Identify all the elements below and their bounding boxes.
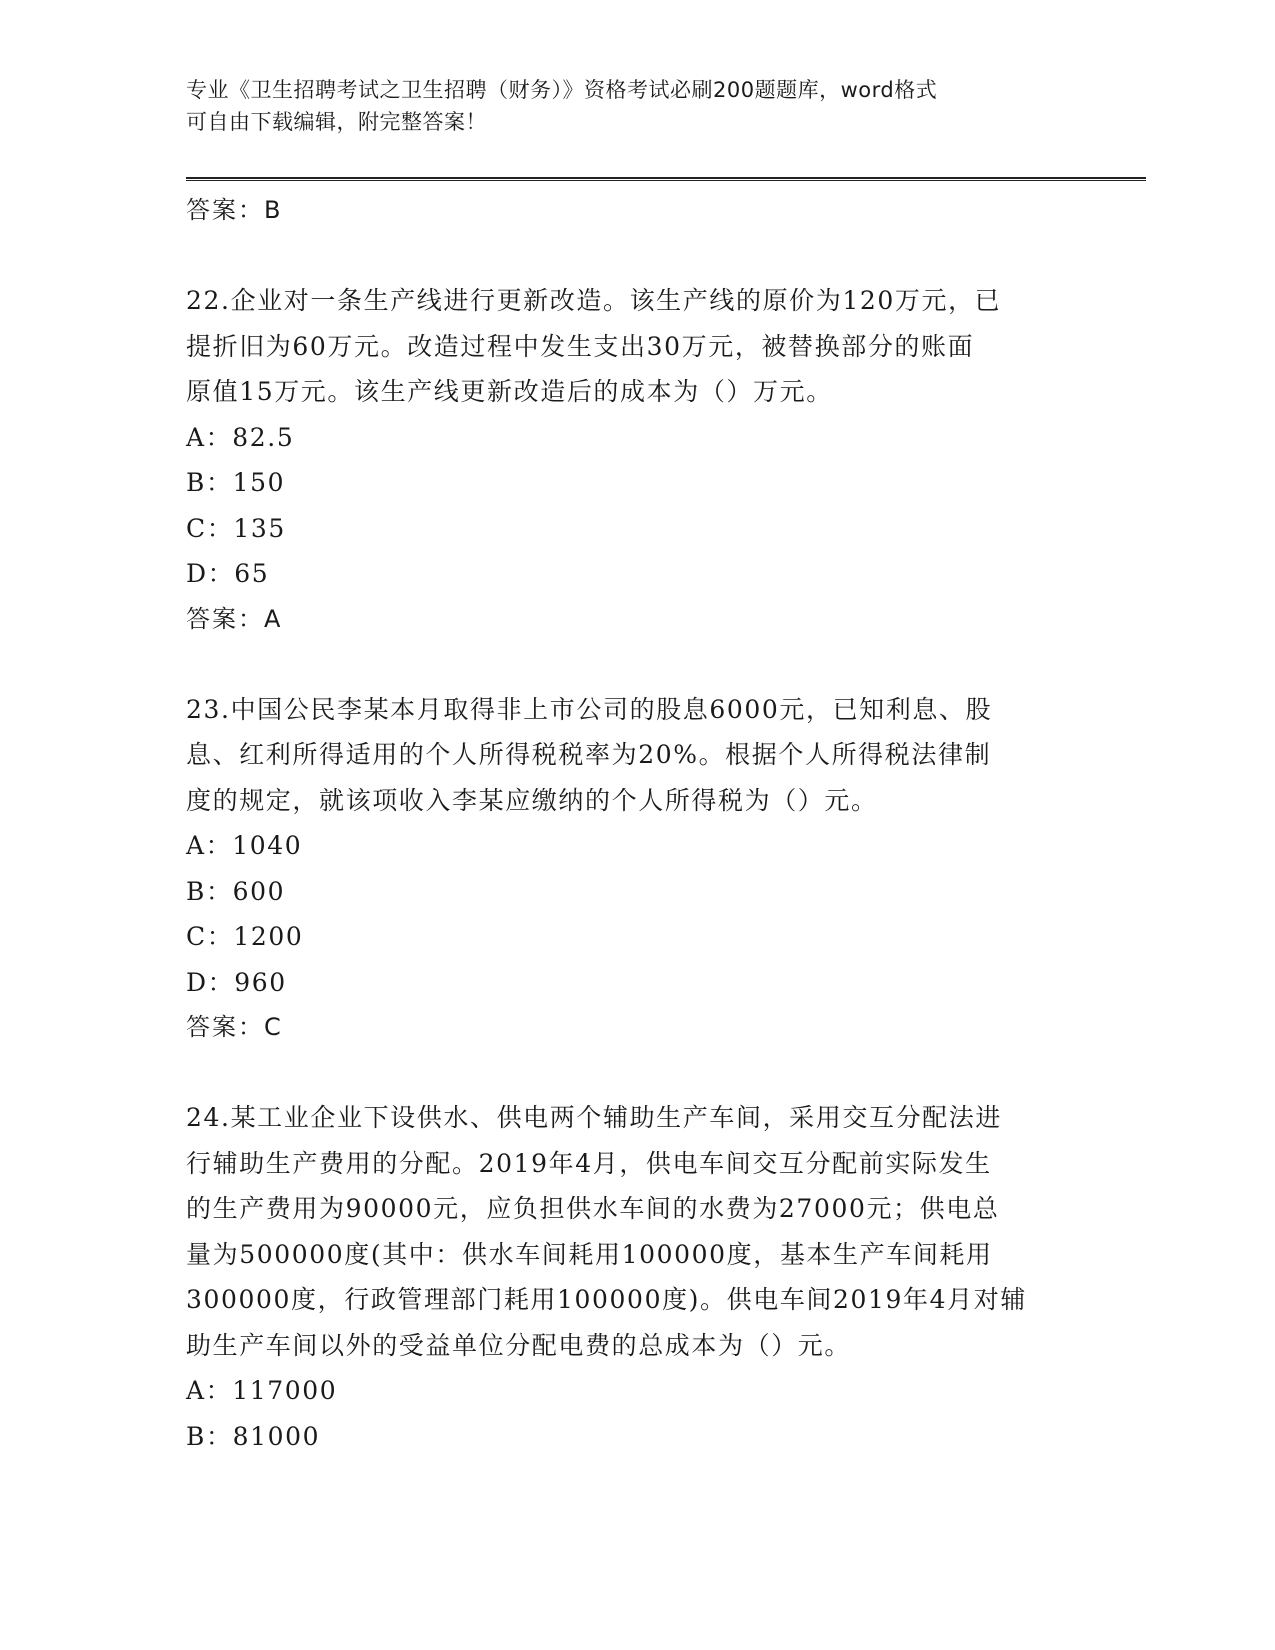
question-24-stem (186, 1095, 1086, 1368)
spacer (186, 1050, 1086, 1095)
question-22-line-3: 原值15万元。该生产线更新改造后的成本为（）万元。 (186, 377, 833, 406)
question-24-line-1: 24.某工业企业下设供水、供电两个辅助生产车间，采用交互分配法进 (186, 1103, 1002, 1132)
question-23-answer: 答案：C (186, 1013, 283, 1041)
question-22-number: 22. (186, 286, 231, 315)
header-title-line-1: 专业《卫生招聘考试之卫生招聘（财务）》资格考试必刷200题题库，word格式 (186, 78, 938, 102)
spacer (186, 642, 1086, 687)
question-24-line-5: 300000度，行政管理部门耗用100000度)。供电车间2019年4月对辅 (186, 1285, 1027, 1314)
question-22 (186, 278, 1086, 642)
question-22-line-2: 提折旧为60万元。改造过程中发生支出30万元，被替换部分的账面 (186, 331, 975, 361)
question-24-option-a: A：117000 (186, 1376, 338, 1405)
question-24-line-2: 行辅助生产费用的分配。2019年4月，供电车间交互分配前实际发生 (186, 1148, 992, 1178)
question-list (186, 188, 1086, 1459)
question-24-line-4: 量为500000度(其中：供水车间耗用100000度，基本生产车间耗用 (186, 1239, 993, 1269)
question-23-line-2: 息、红利所得适用的个人所得税税率为20%。根据个人所得税法律制 (186, 740, 992, 769)
question-23-option-d: D：960 (186, 967, 287, 997)
question-22-line-1: 22.企业对一条生产线进行更新改造。该生产线的原价为120万元，已 (186, 286, 1002, 315)
question-22-option-a: A：82.5 (186, 422, 295, 452)
header-divider (186, 177, 1146, 181)
spacer (186, 233, 1086, 278)
question-23-option-c: C：1200 (186, 922, 304, 951)
question-22-option-c: C：135 (186, 513, 286, 543)
question-23-stem (186, 687, 1086, 824)
question-22-option-d: D：65 (186, 559, 270, 588)
question-24-line-6: 助生产车间以外的受益单位分配电费的总成本为（）元。 (186, 1330, 852, 1360)
question-23-line-1: 23.中国公民李某本月取得非上市公司的股息6000元，已知利息、股 (186, 694, 993, 724)
document-header (186, 74, 1086, 138)
answer-prev: 答案：B (186, 196, 283, 224)
question-23 (186, 687, 1086, 1051)
question-22-option-b: B：150 (186, 468, 286, 497)
question-23-line-3: 度的规定，就该项收入李某应缴纳的个人所得税为（）元。 (186, 785, 878, 815)
question-24-option-b: B：81000 (186, 1421, 321, 1451)
question-23-option-a: A：1040 (186, 831, 303, 860)
question-22-answer: 答案：A (186, 604, 283, 633)
question-24-line-3: 的生产费用为90000元，应负担供水车间的水费为27000元；供电总 (186, 1194, 1000, 1223)
question-24-number: 24. (186, 1103, 231, 1132)
header-title-line-2: 可自由下载编辑，附完整答案！ (186, 110, 487, 134)
question-23-option-b: B：600 (186, 876, 286, 906)
question-22-stem (186, 278, 1086, 415)
question-23-number: 23. (186, 694, 231, 724)
question-24 (186, 1095, 1086, 1459)
